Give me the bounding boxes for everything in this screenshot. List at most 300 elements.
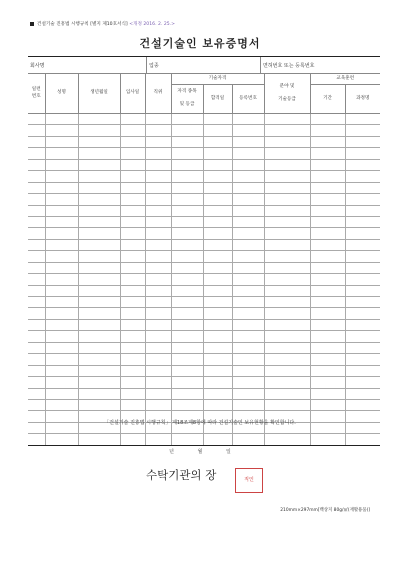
table-cell[interactable] [78,194,120,205]
table-cell[interactable] [120,182,145,193]
table-cell[interactable] [120,159,145,170]
table-cell[interactable] [45,251,78,262]
table-cell[interactable] [171,308,203,319]
table-cell[interactable] [171,297,203,308]
table-cell[interactable] [145,239,171,250]
table-cell[interactable] [145,285,171,296]
table-cell[interactable] [45,365,78,376]
table-cell[interactable] [264,434,310,445]
table-cell[interactable] [264,297,310,308]
table-cell[interactable] [145,342,171,353]
table-cell[interactable] [264,148,310,159]
table-cell[interactable] [345,159,380,170]
table-cell[interactable] [232,365,264,376]
table-cell[interactable] [145,125,171,136]
table-cell[interactable] [145,331,171,342]
table-cell[interactable] [310,399,345,410]
table-cell[interactable] [28,182,45,193]
table-cell[interactable] [28,194,45,205]
table-cell[interactable] [171,331,203,342]
table-cell[interactable] [232,274,264,285]
table-cell[interactable] [45,205,78,216]
table-cell[interactable] [28,319,45,330]
table-cell[interactable] [45,159,78,170]
table-cell[interactable] [203,319,232,330]
table-cell[interactable] [203,194,232,205]
table-cell[interactable] [264,319,310,330]
table-cell[interactable] [232,216,264,227]
table-cell[interactable] [120,308,145,319]
table-cell[interactable] [45,354,78,365]
table-cell[interactable] [145,319,171,330]
table-cell[interactable] [78,274,120,285]
table-cell[interactable] [345,239,380,250]
table-cell[interactable] [310,434,345,445]
table-cell[interactable] [345,297,380,308]
table-cell[interactable] [145,297,171,308]
table-cell[interactable] [120,274,145,285]
table-cell[interactable] [171,194,203,205]
table-cell[interactable] [203,136,232,147]
table-cell[interactable] [120,354,145,365]
table-cell[interactable] [78,171,120,182]
table-cell[interactable] [345,274,380,285]
table-cell[interactable] [120,377,145,388]
table-cell[interactable] [78,365,120,376]
table-cell[interactable] [203,297,232,308]
table-cell[interactable] [171,285,203,296]
table-cell[interactable] [145,194,171,205]
table-cell[interactable] [78,216,120,227]
table-cell[interactable] [203,377,232,388]
table-cell[interactable] [28,239,45,250]
table-cell[interactable] [203,331,232,342]
table-cell[interactable] [78,354,120,365]
table-cell[interactable] [310,125,345,136]
registration-number-label: 면허번호 또는 등록번호 [263,63,315,69]
issue-date [0,448,400,455]
table-cell[interactable] [264,308,310,319]
table-cell[interactable] [120,262,145,273]
table-cell[interactable] [345,399,380,410]
table-cell[interactable] [264,239,310,250]
table-cell[interactable] [264,331,310,342]
table-cell[interactable] [28,354,45,365]
table-cell[interactable] [28,216,45,227]
table-cell[interactable] [45,182,78,193]
table-cell[interactable] [145,388,171,399]
table-cell[interactable] [232,205,264,216]
table-cell[interactable] [28,342,45,353]
table-cell[interactable] [264,125,310,136]
table-cell[interactable] [232,434,264,445]
table-cell[interactable] [203,159,232,170]
table-cell[interactable] [171,434,203,445]
table-cell[interactable] [264,354,310,365]
table-cell[interactable] [78,434,120,445]
table-cell[interactable] [45,399,78,410]
table-cell[interactable] [120,285,145,296]
table-cell[interactable] [78,228,120,239]
table-cell[interactable] [310,342,345,353]
table-cell[interactable] [203,228,232,239]
table-cell[interactable] [78,125,120,136]
table-cell[interactable] [345,216,380,227]
table-cell[interactable] [78,136,120,147]
table-cell[interactable] [28,262,45,273]
table-cell[interactable] [345,125,380,136]
table-cell[interactable] [232,399,264,410]
table-cell[interactable] [345,331,380,342]
table-cell[interactable] [310,388,345,399]
table-cell[interactable] [232,331,264,342]
table-cell[interactable] [28,125,45,136]
table-cell[interactable] [45,194,78,205]
table-cell[interactable] [232,171,264,182]
table-cell[interactable] [78,399,120,410]
table-cell[interactable] [171,342,203,353]
table-cell[interactable] [345,171,380,182]
table-cell[interactable] [203,171,232,182]
table-cell[interactable] [171,182,203,193]
table-cell[interactable] [28,148,45,159]
table-cell[interactable] [203,205,232,216]
table-cell[interactable] [203,308,232,319]
table-cell[interactable] [45,148,78,159]
table-cell[interactable] [145,159,171,170]
table-cell[interactable] [345,148,380,159]
table-cell[interactable] [28,331,45,342]
table-cell[interactable] [145,274,171,285]
table-cell[interactable] [232,262,264,273]
table-cell[interactable] [78,319,120,330]
table-cell[interactable] [120,194,145,205]
table-cell[interactable] [264,342,310,353]
table-cell[interactable] [310,171,345,182]
table-cell[interactable] [232,114,264,125]
table-cell[interactable] [145,205,171,216]
table-cell[interactable] [310,228,345,239]
table-cell[interactable] [28,274,45,285]
table-cell[interactable] [310,354,345,365]
table-cell[interactable] [171,365,203,376]
table-cell[interactable] [171,148,203,159]
table-cell[interactable] [78,342,120,353]
table-cell[interactable] [45,216,78,227]
table-cell[interactable] [203,125,232,136]
table-cell[interactable] [310,194,345,205]
table-cell[interactable] [232,342,264,353]
table-cell[interactable] [28,136,45,147]
table-cell[interactable] [171,114,203,125]
table-cell[interactable] [232,239,264,250]
table-cell[interactable] [310,182,345,193]
table-cell[interactable] [232,148,264,159]
table-cell[interactable] [264,136,310,147]
table-cell[interactable] [203,365,232,376]
table-cell[interactable] [120,331,145,342]
table-cell[interactable] [120,297,145,308]
table-cell[interactable] [310,365,345,376]
table-cell[interactable] [145,262,171,273]
table-cell[interactable] [264,114,310,125]
table-cell[interactable] [145,377,171,388]
table-cell[interactable] [78,239,120,250]
table-cell[interactable] [232,319,264,330]
table-cell[interactable] [171,274,203,285]
table-cell[interactable] [203,182,232,193]
table-cell[interactable] [28,399,45,410]
table-cell[interactable] [345,228,380,239]
table-cell[interactable] [232,228,264,239]
table-cell[interactable] [203,251,232,262]
table-cell[interactable] [78,114,120,125]
table-cell[interactable] [120,114,145,125]
table-cell[interactable] [145,148,171,159]
table-cell[interactable] [78,377,120,388]
table-cell[interactable] [120,136,145,147]
table-cell[interactable] [45,114,78,125]
table-cell[interactable] [145,182,171,193]
table-cell[interactable] [264,216,310,227]
table-cell[interactable] [203,342,232,353]
table-cell[interactable] [345,251,380,262]
table-cell[interactable] [120,388,145,399]
table-cell[interactable] [45,239,78,250]
table-cell[interactable] [264,228,310,239]
table-cell[interactable] [171,262,203,273]
table-cell[interactable] [203,216,232,227]
table-cell[interactable] [28,388,45,399]
table-cell[interactable] [203,274,232,285]
table-cell[interactable] [171,216,203,227]
table-cell[interactable] [45,136,78,147]
table-cell[interactable] [264,388,310,399]
table-cell[interactable] [264,274,310,285]
table-cell[interactable] [45,171,78,182]
table-cell[interactable] [345,388,380,399]
table-cell[interactable] [232,354,264,365]
table-cell[interactable] [345,434,380,445]
table-cell[interactable] [45,331,78,342]
table-cell[interactable] [310,205,345,216]
table-cell[interactable] [28,159,45,170]
table-cell[interactable] [264,399,310,410]
table-cell[interactable] [28,297,45,308]
table-cell[interactable] [28,434,45,445]
table-cell[interactable] [345,319,380,330]
table-cell[interactable] [345,114,380,125]
table-cell[interactable] [203,434,232,445]
table-cell[interactable] [78,262,120,273]
table-cell[interactable] [310,331,345,342]
table-cell[interactable] [145,136,171,147]
table-cell[interactable] [120,319,145,330]
table-cell[interactable] [120,125,145,136]
table-cell[interactable] [310,136,345,147]
table-cell[interactable] [78,388,120,399]
table-cell[interactable] [310,251,345,262]
table-cell[interactable] [45,377,78,388]
table-cell[interactable] [145,216,171,227]
table-cell[interactable] [171,205,203,216]
table-cell[interactable] [78,159,120,170]
table-cell[interactable] [345,354,380,365]
table-cell[interactable] [310,148,345,159]
table-cell[interactable] [120,399,145,410]
table-cell[interactable] [264,251,310,262]
table-cell[interactable] [264,365,310,376]
table-cell[interactable] [232,377,264,388]
table-cell[interactable] [203,239,232,250]
table-cell[interactable] [232,308,264,319]
table-cell[interactable] [45,342,78,353]
table-cell[interactable] [232,125,264,136]
table-cell[interactable] [120,251,145,262]
table-cell[interactable] [232,182,264,193]
table-cell[interactable] [264,171,310,182]
table-cell[interactable] [171,319,203,330]
table-cell[interactable] [232,388,264,399]
table-cell[interactable] [28,228,45,239]
table-cell[interactable] [171,377,203,388]
table-cell[interactable] [232,136,264,147]
table-cell[interactable] [78,251,120,262]
table-cell[interactable] [264,377,310,388]
table-cell[interactable] [310,159,345,170]
table-cell[interactable] [171,228,203,239]
table-cell[interactable] [28,377,45,388]
table-cell[interactable] [345,194,380,205]
table-cell[interactable] [345,377,380,388]
table-cell[interactable] [120,171,145,182]
table-cell[interactable] [345,262,380,273]
table-cell[interactable] [203,148,232,159]
table-cell[interactable] [78,331,120,342]
table-cell[interactable] [203,285,232,296]
table-cell[interactable] [78,285,120,296]
table-cell[interactable] [264,182,310,193]
table-cell[interactable] [45,262,78,273]
table-cell[interactable] [28,251,45,262]
table-cell[interactable] [203,114,232,125]
table-cell[interactable] [264,194,310,205]
table-cell[interactable] [171,388,203,399]
table-cell[interactable] [145,114,171,125]
table-cell[interactable] [120,434,145,445]
table-cell[interactable] [310,285,345,296]
table-cell[interactable] [310,319,345,330]
table-cell[interactable] [171,159,203,170]
table-cell[interactable] [45,274,78,285]
table-cell[interactable] [345,308,380,319]
table-cell[interactable] [203,262,232,273]
table-cell[interactable] [232,285,264,296]
table-cell[interactable] [45,308,78,319]
table-cell[interactable] [310,297,345,308]
table-cell[interactable] [45,285,78,296]
table-cell[interactable] [171,171,203,182]
table-cell[interactable] [310,262,345,273]
table-cell[interactable] [171,399,203,410]
table-cell[interactable] [145,399,171,410]
table-cell[interactable] [78,308,120,319]
table-cell[interactable] [145,365,171,376]
table-cell[interactable] [345,136,380,147]
table-cell[interactable] [264,159,310,170]
table-cell[interactable] [45,319,78,330]
table-cell[interactable] [203,399,232,410]
table-cell[interactable] [171,251,203,262]
table-cell[interactable] [171,354,203,365]
table-cell[interactable] [78,182,120,193]
table-cell[interactable] [145,434,171,445]
table-cell[interactable] [45,125,78,136]
table-cell[interactable] [345,342,380,353]
table-cell[interactable] [171,239,203,250]
table-cell[interactable] [310,274,345,285]
table-cell[interactable] [28,308,45,319]
table-cell[interactable] [28,114,45,125]
table-cell[interactable] [345,365,380,376]
table-cell[interactable] [28,285,45,296]
table-cell[interactable] [310,216,345,227]
table-cell[interactable] [232,159,264,170]
table-cell[interactable] [310,239,345,250]
table-cell[interactable] [345,182,380,193]
table-cell[interactable] [28,205,45,216]
table-cell[interactable] [171,136,203,147]
table-cell[interactable] [78,148,120,159]
table-cell[interactable] [45,434,78,445]
year-label: 년 [169,449,174,455]
table-cell[interactable] [264,262,310,273]
table-cell[interactable] [310,377,345,388]
table-cell[interactable] [232,297,264,308]
table-cell[interactable] [310,114,345,125]
table-cell[interactable] [310,308,345,319]
table-cell[interactable] [232,251,264,262]
table-cell[interactable] [120,365,145,376]
table-cell[interactable] [345,285,380,296]
table-cell[interactable] [145,251,171,262]
table-cell[interactable] [120,205,145,216]
table-cell[interactable] [120,216,145,227]
table-cell[interactable] [120,228,145,239]
table-cell[interactable] [264,285,310,296]
table-cell[interactable] [45,228,78,239]
table-cell[interactable] [145,171,171,182]
table-cell[interactable] [120,342,145,353]
table-cell[interactable] [28,365,45,376]
table-cell[interactable] [232,194,264,205]
table-cell[interactable] [203,388,232,399]
table-cell[interactable] [345,205,380,216]
table-cell[interactable] [145,354,171,365]
table-cell[interactable] [171,125,203,136]
table-cell[interactable] [120,239,145,250]
table-cell[interactable] [28,171,45,182]
table-cell[interactable] [45,388,78,399]
table-cell[interactable] [145,308,171,319]
table-cell[interactable] [78,297,120,308]
table-cell[interactable] [45,297,78,308]
table-cell[interactable] [203,354,232,365]
table-cell[interactable] [264,205,310,216]
table-cell[interactable] [120,148,145,159]
table-cell[interactable] [145,228,171,239]
table-cell[interactable] [78,205,120,216]
